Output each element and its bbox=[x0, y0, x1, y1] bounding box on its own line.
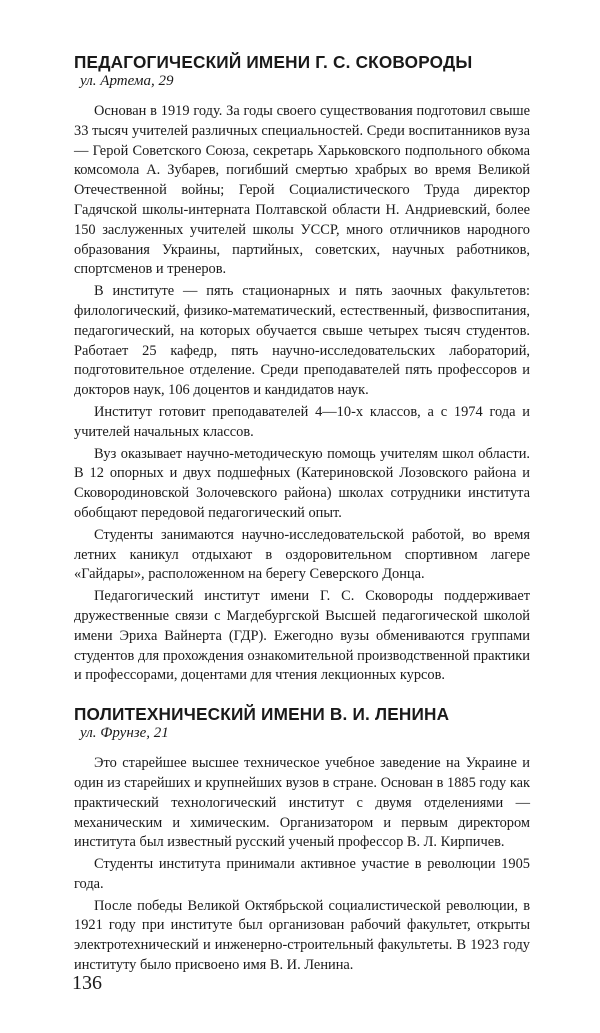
section-address: ул. Фрунзе, 21 bbox=[80, 725, 169, 742]
section-heading: ПОЛИТЕХНИЧЕСКИЙ ИМЕНИ В. И. ЛЕНИНА bbox=[74, 704, 450, 725]
paragraph: Вуз оказывает научно-методическую помощь учителям школ области. В 12 опорных и двух подшефных (Катериновской Лозовского района и Сковородиновской Золочевского района) школах сотрудники института обобщают передовой педагогический опыт. bbox=[74, 445, 530, 521]
paragraph: Основан в 1919 году. За годы своего существования подготовил свыше 33 тысяч учителей различных специальностей. Среди воспитанников вуза — Герой Советского Союза, секретарь Харьковского подпольного обкома комсомола А. Зубарев, погибший смертью храбрых во время Великой Отечественной войны; Герой Социалистического Труда директор Гадячской школы-интерната Полтавской области Н. Андриевский, более 150 заслуженных учителей школы УССР, много отличников народного образования Украины, партийных, советских, научных работников, спортсменов и тренеров. bbox=[74, 103, 530, 278]
paragraph: Студенты занимаются научно-исследовательской работой, во время летних каникул отдыхают в оздоровительном спортивном лагере «Гайдары», расположенном на берегу Северского Донца. bbox=[74, 526, 530, 583]
paragraph: В институте — пять стационарных и пять заочных факультетов: филологический, физико-математический, естественный, физвоспитания, педагогический, на которых обучается свыше четырех тысяч студентов. Работает 25 кафедр, пять научно-исследовательских лабораторий, подготовительное отделение. Среди преподавателей пять профессоров и докторов наук, 106 доцентов и кандидатов наук. bbox=[74, 283, 530, 399]
section-pedagogical-institute bbox=[74, 52, 530, 686]
section-polytechnic-institute bbox=[74, 704, 530, 976]
paragraph: После победы Великой Октябрьской социалистической революции, в 1921 году при институте был организован рабочий факультет, открыты электротехнический и инженерно-строительный факультеты. В 1923 году институту было присвоено имя В. И. Ленина. bbox=[74, 897, 530, 974]
section-address: ул. Артема, 29 bbox=[80, 73, 174, 89]
paragraph: Институт готовит преподавателей 4—10-х классов, а с 1974 года и учителей начальных классов. bbox=[74, 403, 530, 440]
paragraph: Это старейшее высшее техническое учебное заведение на Украине и один из старейших и крупнейших вузов в стране. Основан в 1885 году как практический технологический институт с двумя отделениями — механическим и химическим. Организатором и первым директором института был известный русский ученый профессор В. Л. Кирпичев. bbox=[74, 755, 530, 851]
page-content bbox=[74, 52, 530, 978]
paragraph: Студенты института принимали активное участие в революции 1905 года. bbox=[74, 856, 530, 892]
section-heading: ПЕДАГОГИЧЕСКИЙ ИМЕНИ Г. С. СКОВОРОДЫ bbox=[74, 52, 473, 72]
page-number: 136 bbox=[72, 972, 102, 994]
paragraph: Педагогический институт имени Г. С. Сковороды поддерживает дружественные связи с Магдебургской Высшей педагогической школой имени Эриха Вайнерта (ГДР). Ежегодно вузы обмениваются группами студентов для прохождения ознакомительной производственной практики и профессорами, доцентами для чтения лекционных курсов. bbox=[74, 588, 530, 684]
